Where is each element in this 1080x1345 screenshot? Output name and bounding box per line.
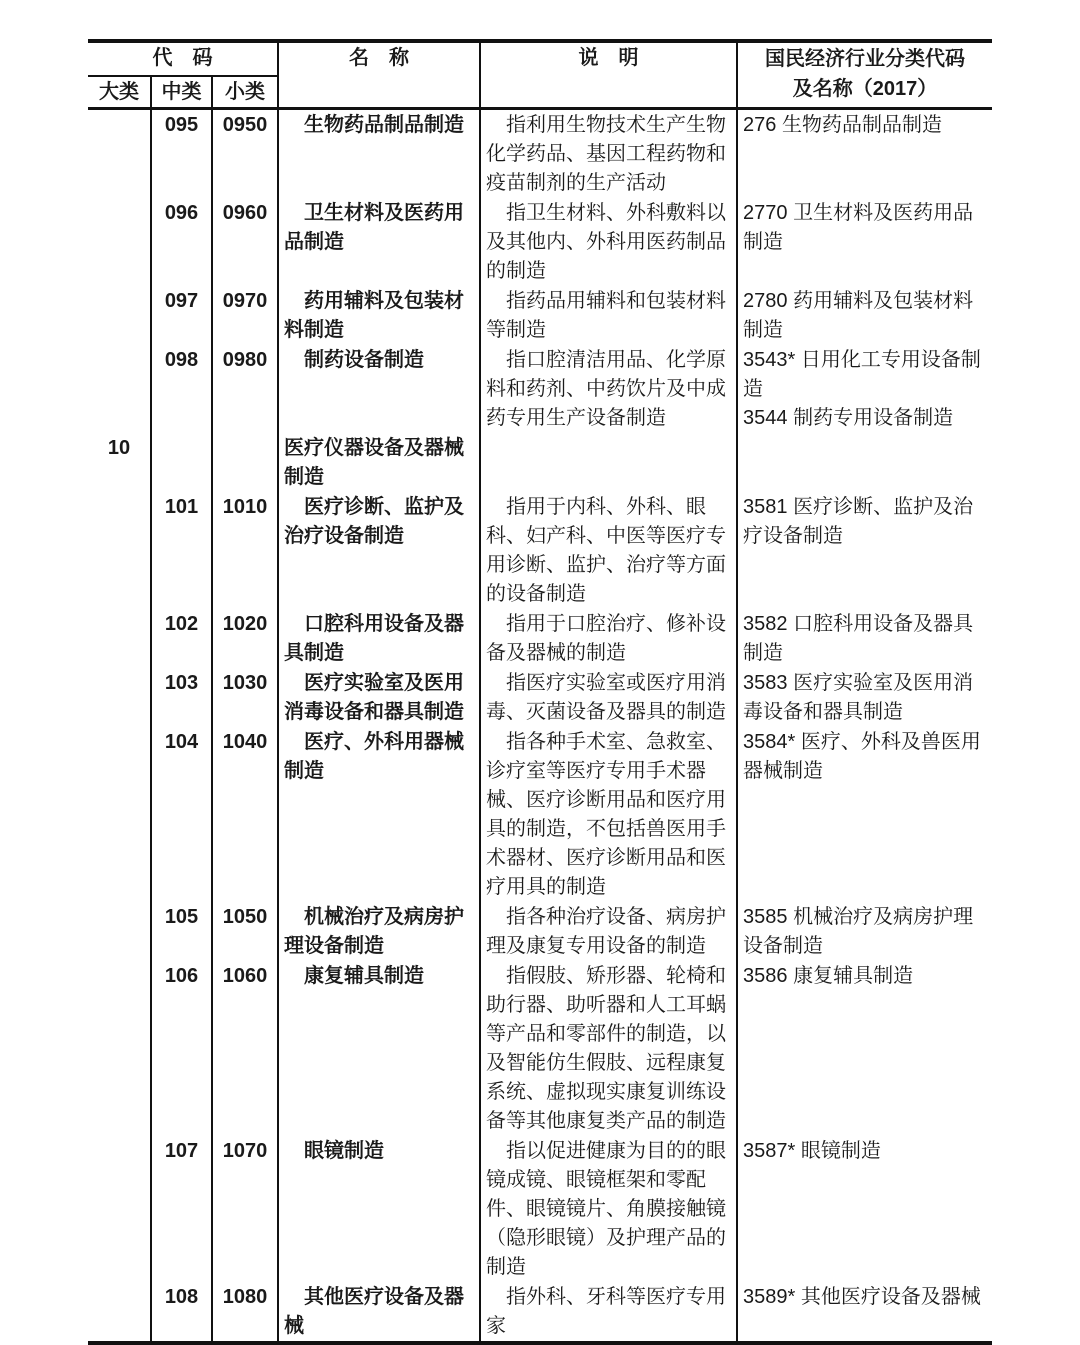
classification-document — [88, 39, 992, 1345]
cell-description: 指卫生材料、外科敷料以及其他内、外科用医药制品的制造 — [480, 198, 737, 286]
cell-description: 指医疗实验室或医疗用消毒、灭菌设备及器具的制造 — [480, 668, 737, 727]
table-row — [88, 1136, 992, 1282]
cell-industry-codes — [737, 961, 992, 1136]
cell-small-code: 1020 — [212, 609, 278, 668]
cell-small-code — [212, 433, 278, 492]
cell-industry-codes — [737, 1136, 992, 1282]
table-row — [88, 727, 992, 902]
cell-major-code — [88, 109, 151, 199]
cell-small-code: 0950 — [212, 109, 278, 199]
cell-small-code: 0970 — [212, 286, 278, 345]
header-middle-class: 中类 — [151, 76, 212, 109]
cell-description: 指用于内科、外科、眼科、妇产科、中医等医疗专用诊断、监护、治疗等方面的设备制造 — [480, 492, 737, 609]
cell-small-code: 1070 — [212, 1136, 278, 1282]
cell-name: 制药设备制造 — [278, 345, 480, 433]
cell-middle-code: 106 — [151, 961, 212, 1136]
cell-major-code — [88, 961, 151, 1136]
cell-major-code — [88, 727, 151, 902]
cell-name: 口腔科用设备及器具制造 — [278, 609, 480, 668]
cell-middle-code: 096 — [151, 198, 212, 286]
industry-code-entry: 3582 口腔科用设备及器具制造 — [743, 613, 974, 664]
cell-industry-codes — [737, 109, 992, 199]
cell-description: 指药品用辅料和包装材料等制造 — [480, 286, 737, 345]
cell-name: 其他医疗设备及器械 — [278, 1282, 480, 1343]
cell-major-code — [88, 492, 151, 609]
cell-name: 生物药品制品制造 — [278, 109, 480, 199]
table-row — [88, 492, 992, 609]
industry-code-entry: 3543* 日用化工专用设备制造 — [743, 349, 981, 400]
cell-industry-codes — [737, 1282, 992, 1343]
table-row — [88, 1282, 992, 1343]
industry-code-entry: 3585 机械治疗及病房护理设备制造 — [743, 906, 974, 957]
cell-description — [480, 433, 737, 492]
table-row — [88, 902, 992, 961]
cell-name: 机械治疗及病房护理设备制造 — [278, 902, 480, 961]
header-code-group: 代 码 — [88, 41, 278, 76]
cell-small-code: 1040 — [212, 727, 278, 902]
cell-description: 指口腔清洁用品、化学原料和药剂、中药饮片及中成药专用生产设备制造 — [480, 345, 737, 433]
header-row-1 — [88, 41, 992, 76]
cell-name: 药用辅料及包装材料制造 — [278, 286, 480, 345]
cell-description: 指利用生物技术生产生物化学药品、基因工程药物和疫苗制剂的生产活动 — [480, 109, 737, 199]
table-row — [88, 609, 992, 668]
industry-code-entry: 2780 药用辅料及包装材料制造 — [743, 290, 974, 341]
cell-industry-codes — [737, 198, 992, 286]
cell-name: 眼镜制造 — [278, 1136, 480, 1282]
cell-name: 康复辅具制造 — [278, 961, 480, 1136]
cell-major-code — [88, 345, 151, 433]
cell-small-code: 0980 — [212, 345, 278, 433]
cell-major-code — [88, 1282, 151, 1343]
table-row — [88, 961, 992, 1136]
cell-middle-code: 097 — [151, 286, 212, 345]
header-industry-code-line1: 国民经济行业分类代码 — [765, 48, 966, 70]
industry-code-entry: 3587* 眼镜制造 — [743, 1140, 881, 1162]
cell-middle-code: 107 — [151, 1136, 212, 1282]
industry-code-entry: 3589* 其他医疗设备及器械 — [743, 1286, 981, 1308]
cell-major-code — [88, 198, 151, 286]
cell-small-code: 1010 — [212, 492, 278, 609]
cell-description: 指各种治疗设备、病房护理及康复专用设备的制造 — [480, 902, 737, 961]
table-body — [88, 109, 992, 1344]
cell-industry-codes — [737, 286, 992, 345]
industry-code-entry: 3583 医疗实验室及医用消毒设备和器具制造 — [743, 672, 974, 723]
table-row — [88, 286, 992, 345]
header-description-column: 说 明 — [480, 41, 737, 109]
industry-code-entry: 2770 卫生材料及医药用品制造 — [743, 202, 974, 253]
industry-code-entry: 3586 康复辅具制造 — [743, 965, 914, 987]
cell-description: 指各种手术室、急救室、诊疗室等医疗专用手术器械、医疗诊断用品和医疗用具的制造，不包括兽医用手术器材、医疗诊断用品和医疗用具的制造 — [480, 727, 737, 902]
cell-description: 指外科、牙科等医疗专用家 — [480, 1282, 737, 1343]
cell-industry-codes — [737, 433, 992, 492]
cell-name: 医疗仪器设备及器械制造 — [278, 433, 480, 492]
cell-major-code — [88, 668, 151, 727]
cell-small-code: 0960 — [212, 198, 278, 286]
table-row — [88, 345, 992, 433]
cell-middle-code: 095 — [151, 109, 212, 199]
cell-small-code: 1060 — [212, 961, 278, 1136]
header-industry-code-line2: 及名称（2017） — [792, 78, 938, 100]
table-row — [88, 668, 992, 727]
table-header — [88, 41, 992, 109]
header-small-class: 小类 — [212, 76, 278, 109]
cell-name: 医疗、外科用器械制造 — [278, 727, 480, 902]
cell-description: 指假肢、矫形器、轮椅和助行器、助听器和人工耳蜗等产品和零部件的制造，以及智能仿生假肢、远程康复系统、虚拟现实康复训练设备等其他康复类产品的制造 — [480, 961, 737, 1136]
cell-industry-codes — [737, 727, 992, 902]
cell-industry-codes — [737, 345, 992, 433]
industry-code-entry: 3544 制药专用设备制造 — [743, 407, 954, 429]
industry-code-entry: 276 生物药品制品制造 — [743, 114, 942, 136]
cell-middle-code: 098 — [151, 345, 212, 433]
cell-major-code — [88, 1136, 151, 1282]
cell-small-code: 1050 — [212, 902, 278, 961]
industry-code-entry: 3584* 医疗、外科及兽医用器械制造 — [743, 731, 981, 782]
cell-industry-codes — [737, 668, 992, 727]
cell-small-code: 1080 — [212, 1282, 278, 1343]
cell-middle-code: 103 — [151, 668, 212, 727]
cell-name: 卫生材料及医药用品制造 — [278, 198, 480, 286]
cell-name: 医疗诊断、监护及治疗设备制造 — [278, 492, 480, 609]
cell-middle-code — [151, 433, 212, 492]
cell-middle-code: 105 — [151, 902, 212, 961]
cell-industry-codes — [737, 492, 992, 609]
table-row — [88, 433, 992, 492]
cell-major-code — [88, 286, 151, 345]
classification-table — [88, 39, 992, 1345]
header-name-column: 名 称 — [278, 41, 480, 109]
table-row — [88, 109, 992, 199]
cell-major-code: 10 — [107, 437, 131, 459]
table-row — [88, 198, 992, 286]
cell-small-code: 1030 — [212, 668, 278, 727]
header-major-class: 大类 — [88, 76, 151, 109]
cell-middle-code: 102 — [151, 609, 212, 668]
cell-name: 医疗实验室及医用消毒设备和器具制造 — [278, 668, 480, 727]
header-industry-code-column — [737, 41, 992, 109]
cell-description: 指用于口腔治疗、修补设备及器械的制造 — [480, 609, 737, 668]
cell-middle-code: 104 — [151, 727, 212, 902]
cell-middle-code: 101 — [151, 492, 212, 609]
cell-middle-code: 108 — [151, 1282, 212, 1343]
cell-description: 指以促进健康为目的的眼镜成镜、眼镜框架和零配件、眼镜镜片、角膜接触镜（隐形眼镜）及护理产品的制造 — [480, 1136, 737, 1282]
cell-industry-codes — [737, 609, 992, 668]
cell-industry-codes — [737, 902, 992, 961]
cell-major-code — [88, 902, 151, 961]
cell-major-code — [88, 609, 151, 668]
industry-code-entry: 3581 医疗诊断、监护及治疗设备制造 — [743, 496, 974, 547]
